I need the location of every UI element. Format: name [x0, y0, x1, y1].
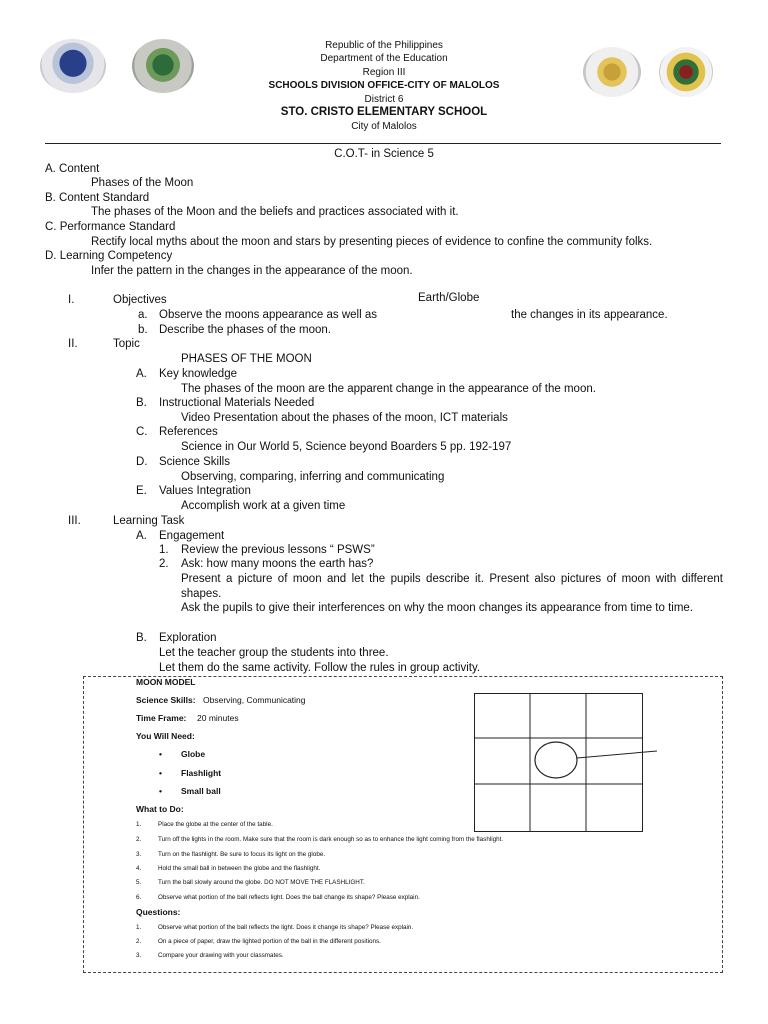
- topic-number: II.: [68, 338, 78, 350]
- section-c-label: C. Performance Standard: [45, 221, 176, 233]
- task-paragraph-1: Present a picture of moon and let the pupils describe it. Present also pictures of moon with different shapes.: [181, 573, 723, 600]
- section-b-text: The phases of the Moon and the beliefs and practices associated with it.: [91, 206, 459, 218]
- topic-a-letter: A.: [136, 368, 147, 380]
- topic-d-letter: D.: [136, 456, 148, 468]
- objective-a-letter: a.: [138, 309, 148, 321]
- step-number: 1.: [136, 821, 142, 828]
- section-a-label: A. Content: [45, 163, 100, 175]
- header-city: City of Malolos: [351, 121, 417, 132]
- topic-b-label: Instructional Materials Needed: [159, 397, 315, 409]
- moon-model-diagram: [474, 693, 664, 835]
- task-number: III.: [68, 515, 81, 527]
- topic-e-letter: E.: [136, 485, 147, 497]
- header-department: Department of the Education: [320, 53, 448, 64]
- section-d-label: D. Learning Competency: [45, 250, 173, 262]
- topic-a-text: The phases of the moon are the apparent change in the appearance of the moon.: [181, 383, 596, 395]
- step-number: 5.: [136, 879, 142, 886]
- step-text: Hold the small ball in between the globe and the flashlight.: [158, 865, 321, 872]
- bullet-icon: •: [159, 786, 162, 796]
- header-region: Region III: [362, 67, 406, 78]
- header-divider: [45, 143, 721, 144]
- document-title: C.O.T- in Science 5: [334, 148, 434, 160]
- objective-a-tail: the changes in its appearance.: [511, 309, 668, 321]
- step-number: 2.: [136, 836, 142, 843]
- step-text: Turn off the lights in the room. Make sure that the room is dark enough so as to enhance the light coming from the flashlight.: [158, 836, 504, 843]
- topic-d-label: Science Skills: [159, 456, 230, 468]
- topic-b-letter: B.: [136, 397, 147, 409]
- task-paragraph-2: Ask the pupils to give their interferences on why the moon changes its appearance from time to time.: [181, 602, 694, 614]
- header-division: SCHOOLS DIVISION OFFICE-CITY OF MALOLOS: [268, 80, 500, 91]
- question-number: 2.: [136, 938, 142, 945]
- topic-a-label: Key knowledge: [159, 368, 237, 380]
- objectives-label: Objectives: [113, 294, 167, 306]
- globe-circle: [535, 742, 577, 778]
- exploration-line-1: Let the teacher group the students into three.: [159, 647, 389, 659]
- step-text: Observe what portion of the ball reflects light. Does the ball change its shape? Please explain.: [158, 894, 420, 901]
- header-republic: Republic of the Philippines: [325, 40, 443, 51]
- step-text: Turn the ball slowly around the globe. DO NOT MOVE THE FLASHLIGHT.: [158, 879, 365, 886]
- task-b-letter: B.: [136, 632, 147, 644]
- topic-d-text: Observing, comparing, inferring and communicating: [181, 471, 445, 483]
- topic-e-text: Accomplish work at a given time: [181, 500, 346, 512]
- step-text: Place the globe at the center of the table.: [158, 821, 273, 828]
- bullet-icon: •: [159, 749, 162, 759]
- topic-label: Topic: [113, 338, 140, 350]
- question-text: Compare your drawing with your classmates.: [158, 952, 284, 959]
- section-b-label: B. Content Standard: [45, 192, 150, 204]
- need-item-globe: Globe: [181, 749, 206, 759]
- step-number: 3.: [136, 851, 142, 858]
- question-number: 3.: [136, 952, 142, 959]
- todo-label: What to Do:: [136, 804, 184, 814]
- topic-e-label: Values Integration: [159, 485, 251, 497]
- question-text: Observe what portion of the ball reflects the light. Does it change its shape? Please explain.: [158, 924, 414, 931]
- header-district: District 6: [364, 94, 404, 105]
- task-b-label: Exploration: [159, 632, 217, 644]
- topic-b-text: Video Presentation about the phases of the moon, ICT materials: [181, 412, 508, 424]
- bullet-icon: •: [159, 768, 162, 778]
- objective-b-letter: b.: [138, 324, 148, 336]
- task-item1-text: Review the previous lessons “ PSWS”: [181, 544, 375, 556]
- topic-c-text: Science in Our World 5, Science beyond Boarders 5 pp. 192-197: [181, 441, 512, 453]
- skills-label: Science Skills:: [136, 695, 196, 705]
- need-item-small-ball: Small ball: [181, 786, 221, 796]
- objective-a-text: Observe the moons appearance as well as: [159, 309, 377, 321]
- exploration-line-2: Let them do the same activity. Follow the rules in group activity.: [159, 662, 481, 674]
- step-text: Turn on the flashlight. Be sure to focus its light on the globe.: [158, 851, 326, 858]
- question-text: On a piece of paper, draw the lighted portion of the ball in the different positions.: [158, 938, 381, 945]
- task-item2-number: 2.: [159, 558, 169, 570]
- task-a-label: Engagement: [159, 530, 225, 542]
- section-a-text: Phases of the Moon: [91, 177, 194, 189]
- earth-globe-label: Earth/Globe: [418, 292, 480, 304]
- header-school: STO. CRISTO ELEMENTARY SCHOOL: [280, 106, 488, 118]
- skills-value: Observing, Communicating: [203, 695, 306, 705]
- topic-c-letter: C.: [136, 426, 148, 438]
- topic-c-label: References: [159, 426, 218, 438]
- step-number: 4.: [136, 865, 142, 872]
- task-item2-text: Ask: how many moons the earth has?: [181, 558, 374, 570]
- globe-pointer-line: [577, 751, 657, 758]
- task-a-letter: A.: [136, 530, 147, 542]
- step-number: 6.: [136, 894, 142, 901]
- questions-label: Questions:: [136, 907, 181, 917]
- section-d-text: Infer the pattern in the changes in the appearance of the moon.: [91, 265, 413, 277]
- time-label: Time Frame:: [136, 713, 187, 723]
- need-item-flashlight: Flashlight: [181, 768, 222, 778]
- objectives-number: I.: [68, 294, 75, 306]
- question-number: 1.: [136, 924, 142, 931]
- section-c-text: Rectify local myths about the moon and stars by presenting pieces of evidence to confine the community folks.: [91, 236, 653, 248]
- task-label: Learning Task: [113, 515, 185, 527]
- topic-title: PHASES OF THE MOON: [181, 353, 312, 365]
- objective-b-text: Describe the phases of the moon.: [159, 324, 331, 336]
- time-value: 20 minutes: [197, 713, 239, 723]
- need-label: You Will Need:: [136, 731, 195, 741]
- task-item1-number: 1.: [159, 544, 169, 556]
- activity-title: MOON MODEL: [136, 677, 196, 687]
